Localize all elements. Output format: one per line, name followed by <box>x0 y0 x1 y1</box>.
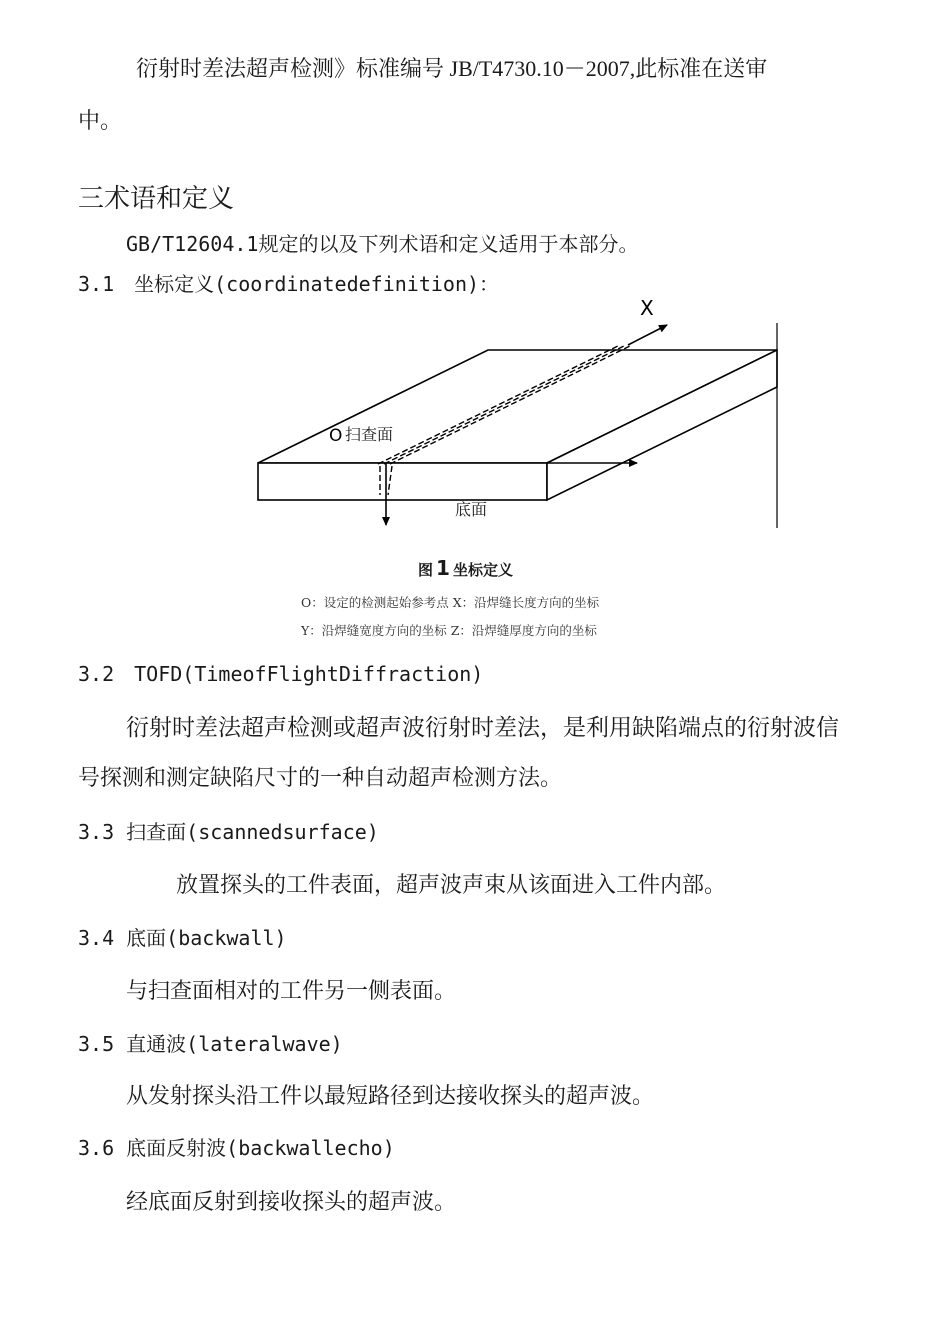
term-3-4-body: 与扫查面相对的工件另一侧表面。 <box>126 978 457 1003</box>
term-3-2-body-2: 号探测和测定缺陷尺寸的一种自动超声检测方法。 <box>78 765 563 790</box>
term-3-5-title: 3.5 直通波(lateralwave) <box>78 1032 343 1056</box>
plate-front-face <box>258 463 547 500</box>
section-intro: GB/T12604.1规定的以及下列术语和定义适用于本部分。 <box>126 232 639 256</box>
term-3-3-title: 3.3 扫查面(scannedsurface) <box>78 820 379 844</box>
section-heading: 三术语和定义 <box>78 184 235 214</box>
back-wall-label: 底面 <box>455 500 488 519</box>
term-3-1-title: 3.1 坐标定义(coordinatedefinition)： <box>78 272 500 296</box>
figure-note-2: Y：沿焊缝宽度方向的坐标 Z：沿焊缝厚度方向的坐标 <box>301 623 597 638</box>
term-3-4-title: 3.4 底面(backwall) <box>78 926 287 950</box>
figure-caption <box>418 556 513 580</box>
caption-text: 坐标定义 <box>452 561 513 579</box>
term-3-5-body: 从发射探头沿工件以最短路径到达接收探头的超声波。 <box>126 1083 655 1108</box>
axis-x-label: X <box>640 296 654 320</box>
term-3-6-title: 3.6 底面反射波(backwallecho) <box>78 1136 395 1160</box>
figure-note-1: O：设定的检测起始参考点 X：沿焊缝长度方向的坐标 <box>301 595 600 610</box>
caption-prefix: 图 <box>418 561 434 579</box>
x-axis-arrow <box>628 325 667 345</box>
origin-label: O <box>329 426 343 446</box>
scan-surface-label: 扫查面 <box>345 425 394 444</box>
coordinate-diagram <box>0 290 950 550</box>
term-3-6-body: 经底面反射到接收探头的超声波。 <box>126 1189 457 1214</box>
caption-number: 1 <box>436 556 450 580</box>
term-3-2-title: 3.2 TOFD(TimeofFlightDiffraction) <box>78 662 484 686</box>
continuation-line-2: 中。 <box>78 108 123 133</box>
continuation-line-1: 衍射时差法超声检测》标准编号 JB/T4730.10－2007,此标准在送审 <box>136 56 768 81</box>
term-3-2-body-1: 衍射时差法超声检测或超声波衍射时差法，是利用缺陷端点的衍射波信 <box>126 715 839 740</box>
term-3-3-body: 放置探头的工件表面，超声波声束从该面进入工件内部。 <box>176 872 727 897</box>
